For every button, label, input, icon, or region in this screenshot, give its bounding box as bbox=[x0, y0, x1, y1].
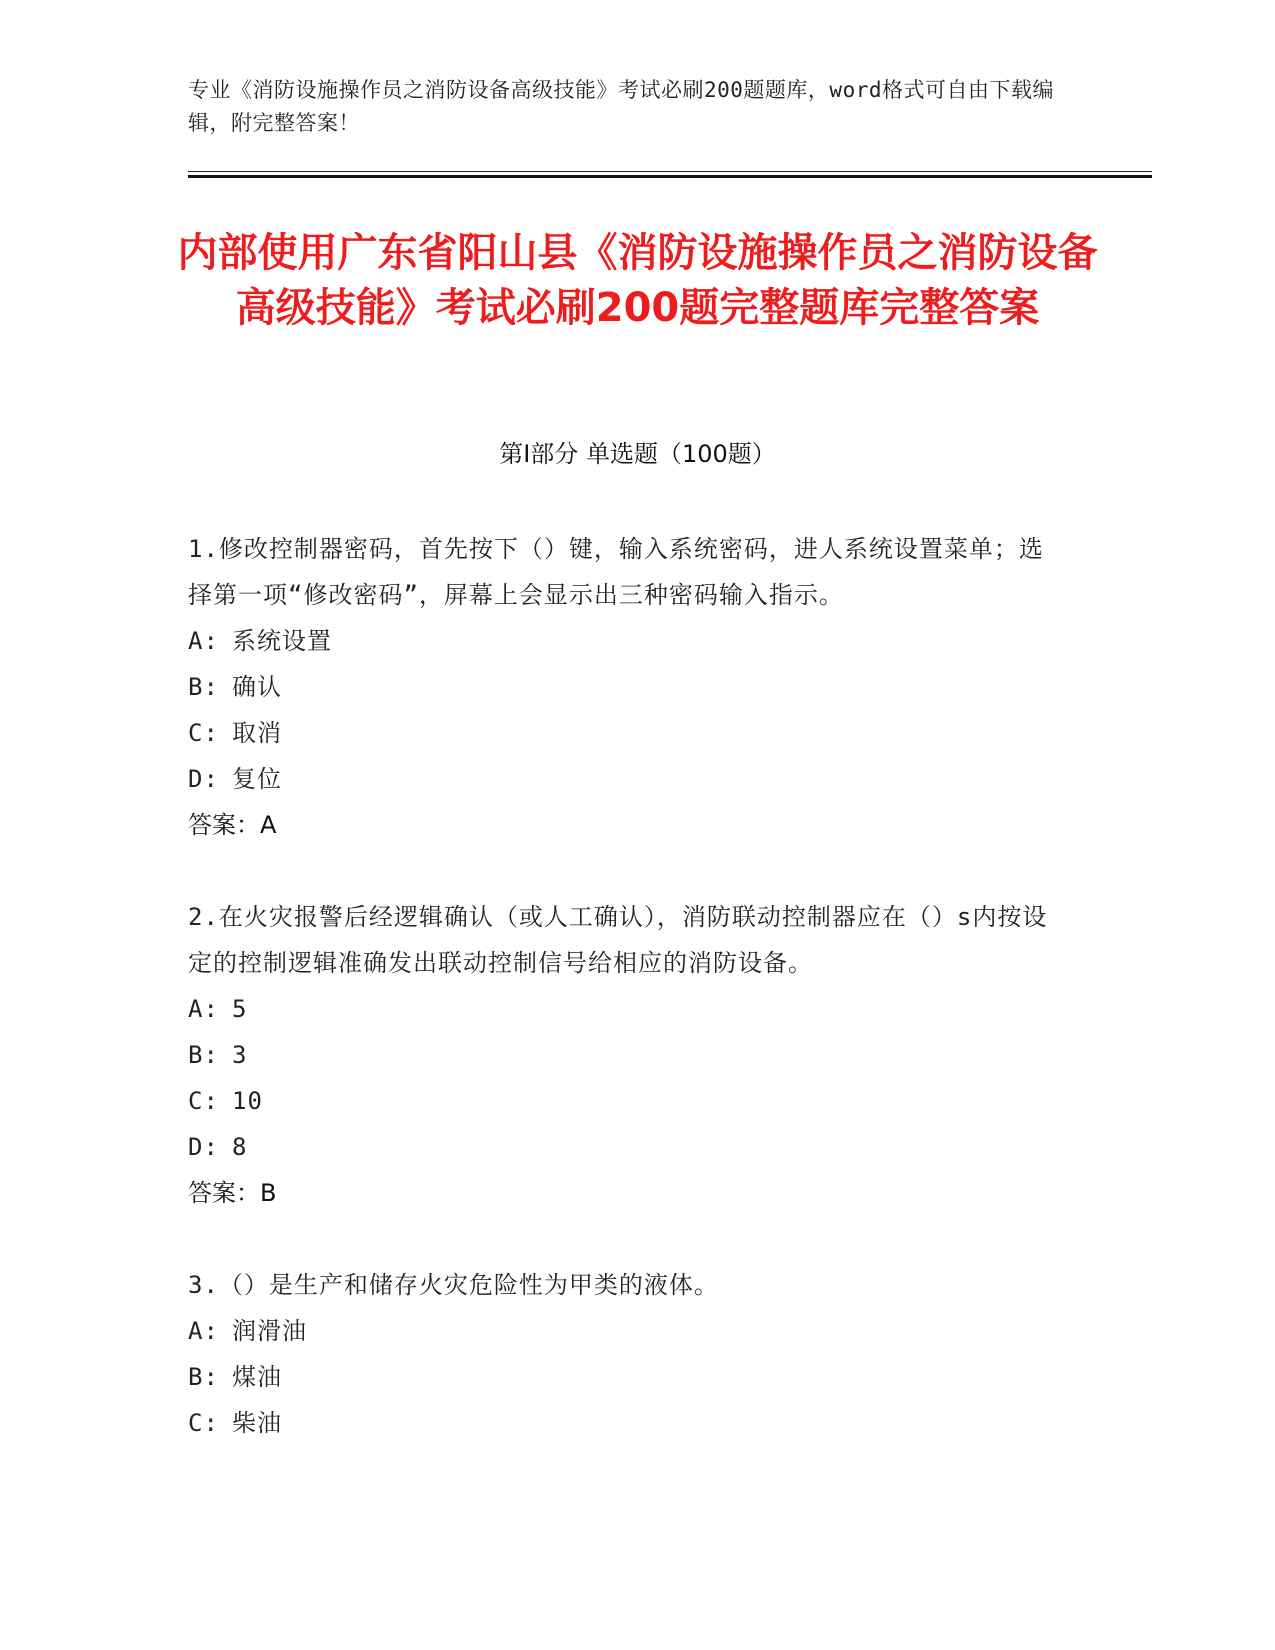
answer: 答案：B bbox=[188, 1179, 277, 1207]
option-key: D: bbox=[188, 1133, 219, 1161]
option-text: 柴油 bbox=[232, 1409, 282, 1437]
question-stem: 1.修改控制器密码，首先按下（）键，输入系统密码，进人系统设置菜单；选择第一项“修改密码”，屏幕上会显示出三种密码输入指示。 bbox=[188, 535, 1044, 609]
option-b bbox=[188, 1354, 1068, 1400]
question-list bbox=[188, 526, 1068, 1492]
option-c bbox=[188, 1400, 1068, 1446]
option-b bbox=[188, 664, 1068, 710]
document-title: 内部使用广东省阳山县《消防设施操作员之消防设备高级技能》考试必刷200题完整题库完整答案 bbox=[177, 230, 1098, 331]
option-key: A: bbox=[188, 1317, 219, 1345]
option-text: 10 bbox=[232, 1087, 263, 1115]
header-rule-thick bbox=[188, 175, 1152, 178]
option-key: B: bbox=[188, 673, 219, 701]
option-text: 3 bbox=[232, 1041, 248, 1069]
option-c bbox=[188, 1078, 1068, 1124]
option-c bbox=[188, 710, 1068, 756]
option-key: A: bbox=[188, 995, 219, 1023]
option-a bbox=[188, 1308, 1068, 1354]
option-key: B: bbox=[188, 1363, 219, 1391]
option-text: 取消 bbox=[232, 719, 282, 747]
option-b bbox=[188, 1032, 1068, 1078]
option-key: C: bbox=[188, 719, 219, 747]
section-heading: 第I部分 单选题（100题） bbox=[499, 440, 776, 468]
option-text: 复位 bbox=[232, 765, 282, 793]
option-text: 8 bbox=[232, 1133, 248, 1161]
option-text: 系统设置 bbox=[232, 627, 332, 655]
option-key: B: bbox=[188, 1041, 219, 1069]
question-stem: 3.（）是生产和储存火灾危险性为甲类的液体。 bbox=[188, 1271, 719, 1299]
question-stem: 2.在火灾报警后经逻辑确认（或人工确认），消防联动控制器应在（）s内按设定的控制逻辑准确发出联动控制信号给相应的消防设备。 bbox=[188, 903, 1048, 977]
question-2 bbox=[188, 894, 1068, 1216]
question-3 bbox=[188, 1262, 1068, 1446]
option-key: C: bbox=[188, 1087, 219, 1115]
option-key: D: bbox=[188, 765, 219, 793]
question-1 bbox=[188, 526, 1068, 848]
option-a bbox=[188, 618, 1068, 664]
option-a bbox=[188, 986, 1068, 1032]
option-text: 确认 bbox=[232, 673, 282, 701]
option-key: C: bbox=[188, 1409, 219, 1437]
option-d bbox=[188, 1124, 1068, 1170]
header-note: 专业《消防设施操作员之消防设备高级技能》考试必刷200题题库，word格式可自由下载编辑，附完整答案！ bbox=[188, 78, 1054, 135]
header-rule-thin bbox=[188, 171, 1152, 172]
option-text: 5 bbox=[232, 995, 248, 1023]
answer: 答案：A bbox=[188, 811, 277, 839]
option-text: 煤油 bbox=[232, 1363, 282, 1391]
option-d bbox=[188, 756, 1068, 802]
option-key: A: bbox=[188, 627, 219, 655]
option-text: 润滑油 bbox=[232, 1317, 307, 1345]
